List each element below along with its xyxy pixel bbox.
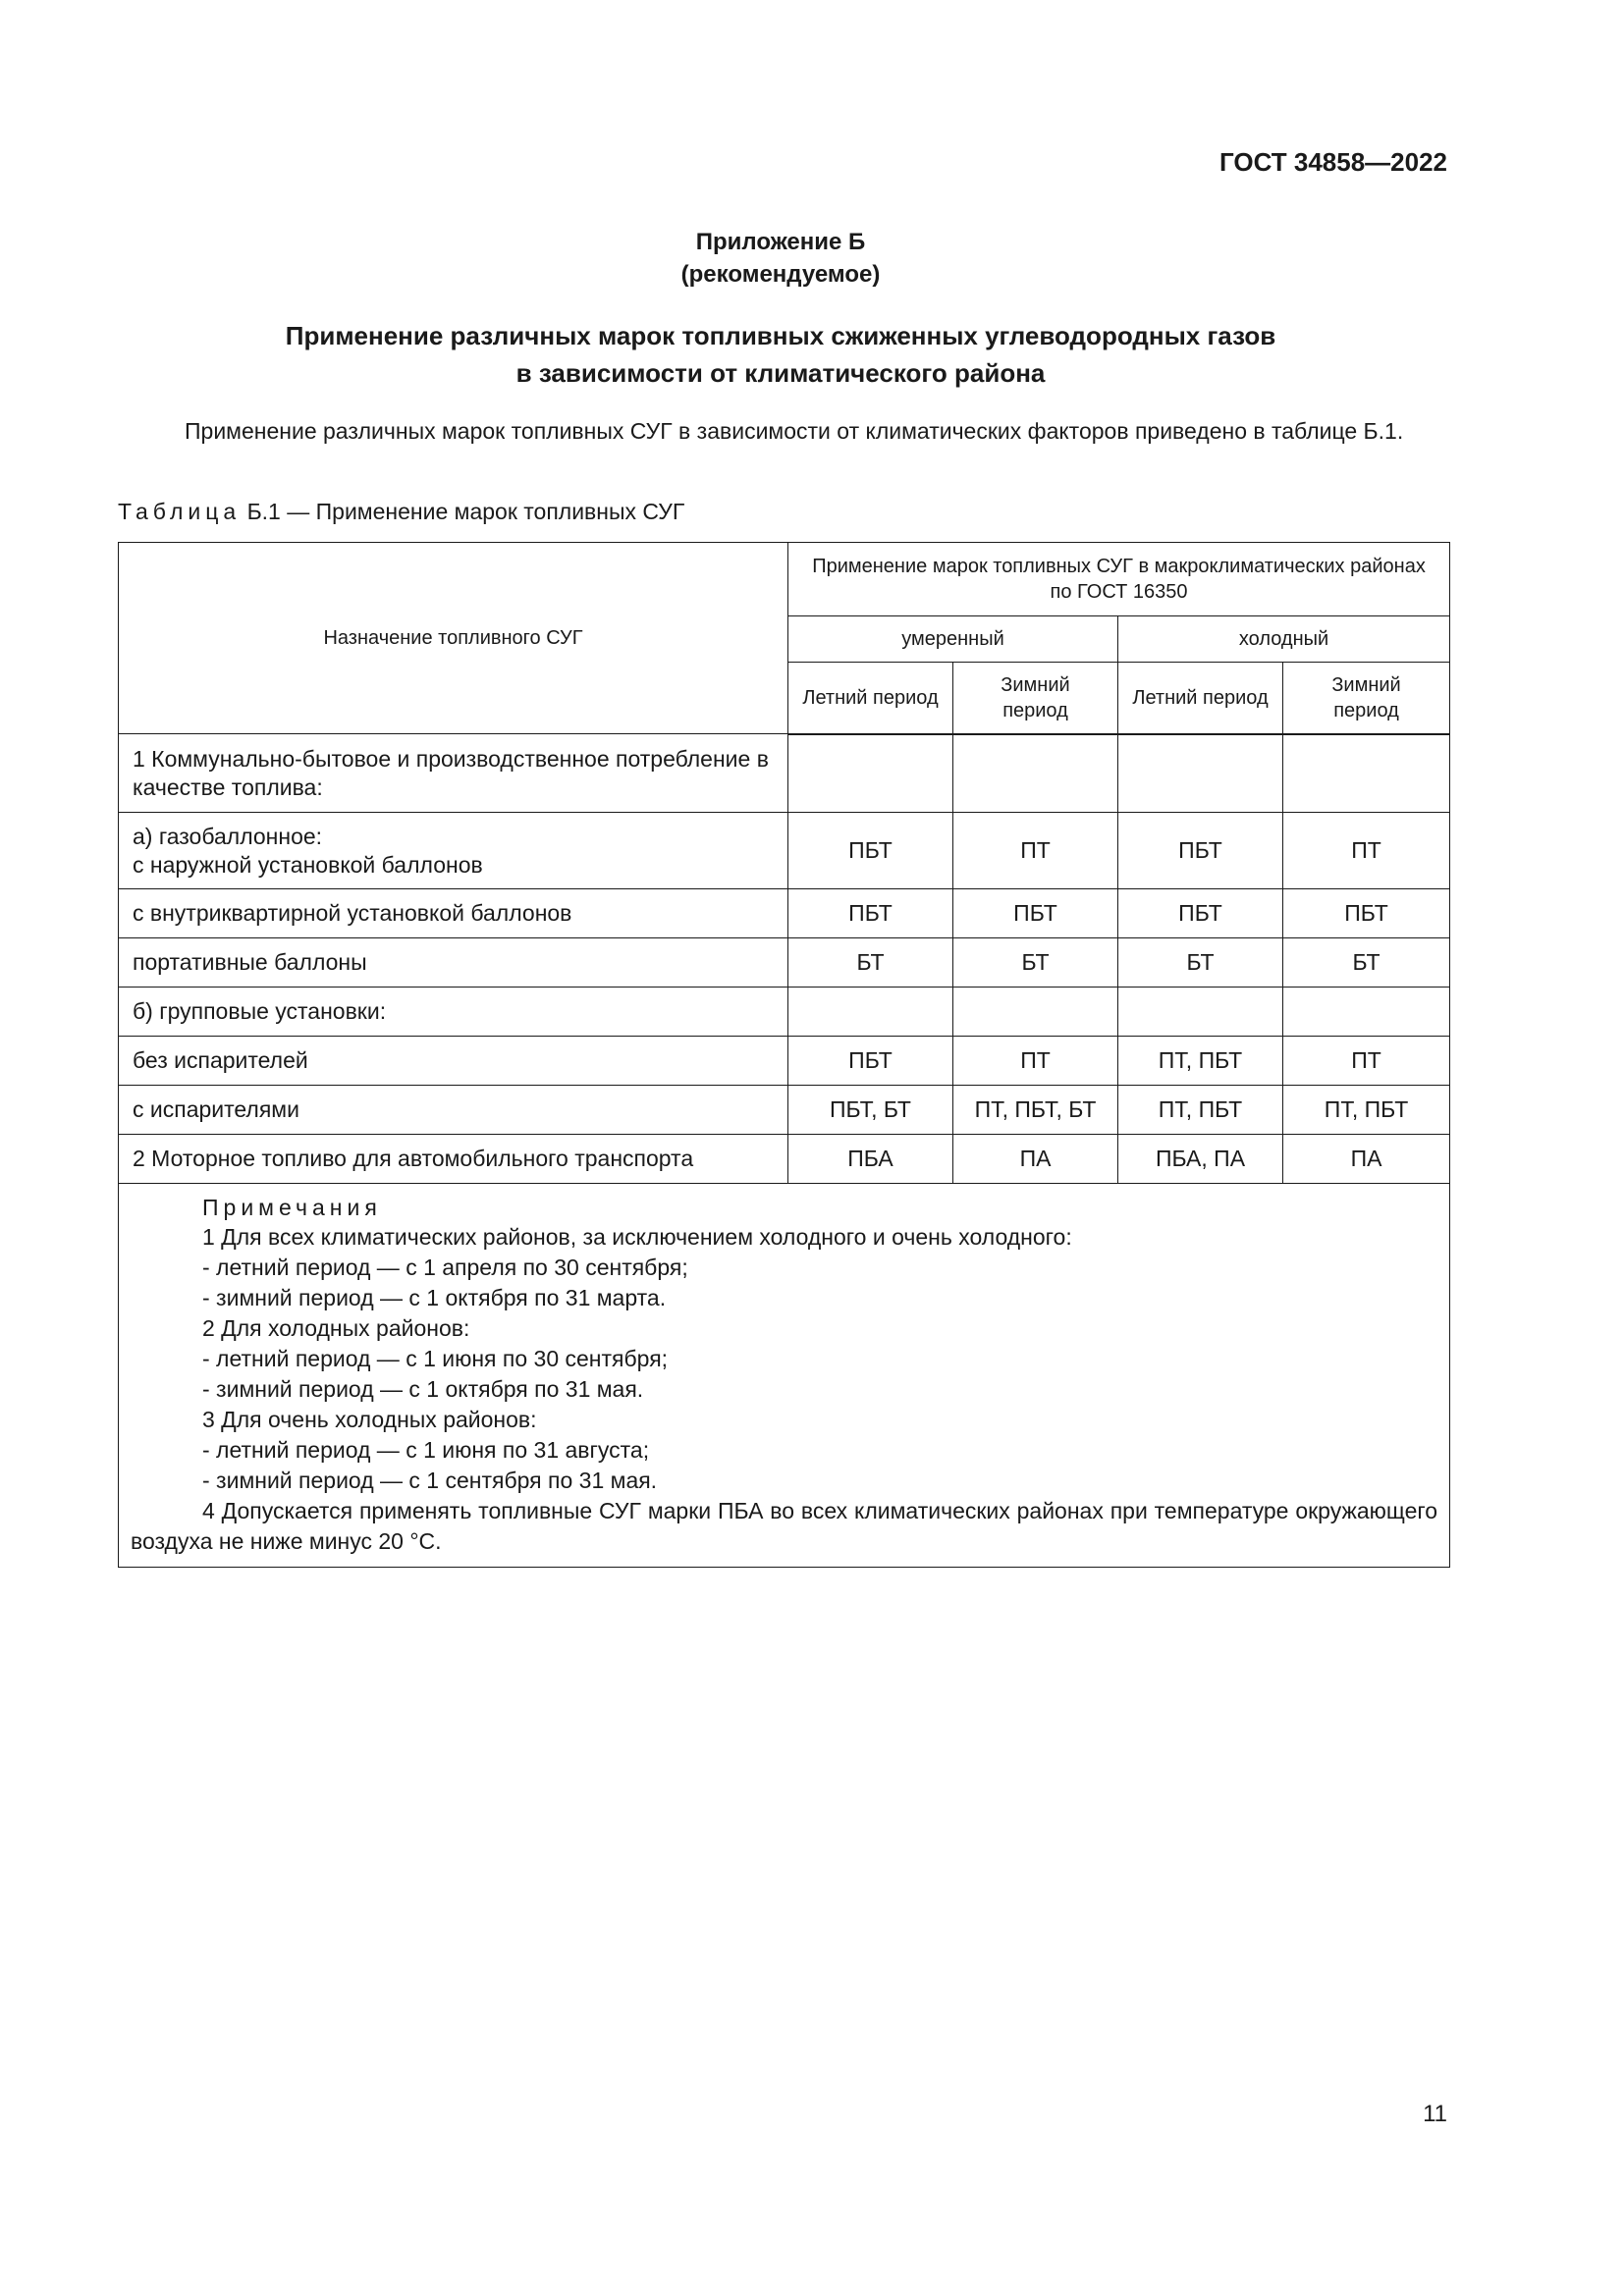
note-line: - зимний период — с 1 октября по 31 мая.	[202, 1376, 644, 1402]
header-zone-cold: холодный	[1118, 616, 1450, 663]
notes-lines	[131, 1222, 1437, 1496]
row-value: БТ	[1118, 938, 1283, 988]
row-value: ПТ, ПБТ	[1118, 1086, 1283, 1135]
intro-paragraph	[118, 414, 1448, 449]
appendix-label: Приложение Б	[695, 229, 866, 255]
row-label: б) групповые установки:	[119, 988, 788, 1037]
row-value	[1283, 734, 1450, 813]
row-value: ПБТ	[1118, 813, 1283, 889]
row-value: ПБТ	[1118, 889, 1283, 938]
row-value: ПТ, ПБТ	[1118, 1037, 1283, 1086]
table-row	[119, 813, 1450, 889]
table-row	[119, 988, 1450, 1037]
intro-text: Применение различных марок топливных СУГ в зависимости от климатических факторов приведено в таблице Б.1.	[185, 418, 1404, 444]
header-moderate-summer: Летний период	[788, 663, 953, 734]
note-line: - летний период — с 1 июня по 30 сентября;	[202, 1346, 669, 1371]
row-value: ПБТ	[788, 889, 953, 938]
row-value: ПТ, ПБТ	[1283, 1086, 1450, 1135]
header-zone-moderate: умеренный	[788, 616, 1118, 663]
table-notes	[119, 1184, 1450, 1568]
row-value: ПБА	[788, 1135, 953, 1184]
row-value: ПБТ	[788, 813, 953, 889]
row-label: а) газобаллонное: с наружной установкой баллонов	[119, 813, 788, 889]
section-title-line-1: Применение различных марок топливных сжиженных углеводородных газов	[285, 321, 1276, 350]
row-label: без испарителей	[119, 1037, 788, 1086]
row-value	[788, 988, 953, 1037]
section-title-line-2: в зависимости от климатического района	[515, 358, 1046, 388]
appendix-type: (рекомендуемое)	[680, 261, 881, 288]
header-cold-winter: Зимний период	[1283, 663, 1450, 734]
row-value: БТ	[788, 938, 953, 988]
table-row	[119, 1135, 1450, 1184]
table-row	[119, 1086, 1450, 1135]
header-cold-summer: Летний период	[1118, 663, 1283, 734]
header-purpose: Назначение топливного СУГ	[119, 543, 788, 734]
row-value: ПТ	[1283, 813, 1450, 889]
appendix-title	[0, 226, 1561, 291]
section-title	[0, 317, 1561, 392]
document-header: ГОСТ 34858—2022	[1219, 147, 1447, 177]
row-value	[953, 988, 1118, 1037]
note-line: 3 Для очень холодных районов:	[202, 1407, 537, 1432]
row-label: с испарителями	[119, 1086, 788, 1135]
row-label: 1 Коммунально-бытовое и производственное потребление в качестве топлива:	[119, 734, 788, 813]
row-value	[1118, 988, 1283, 1037]
fuel-usage-table	[118, 542, 1450, 1568]
row-value: ПА	[953, 1135, 1118, 1184]
note-line: - зимний период — с 1 октября по 31 марта.	[202, 1285, 667, 1310]
row-label: 2 Моторное топливо для автомобильного транспорта	[119, 1135, 788, 1184]
row-value: ПБТ	[953, 889, 1118, 938]
row-value: ПБТ, БТ	[788, 1086, 953, 1135]
row-value	[953, 734, 1118, 813]
row-value	[1283, 988, 1450, 1037]
table-caption	[118, 499, 684, 525]
row-value: ПТ	[1283, 1037, 1450, 1086]
note-line: 2 Для холодных районов:	[202, 1315, 470, 1341]
row-value: ПБТ	[1283, 889, 1450, 938]
table-row	[119, 1037, 1450, 1086]
table-row	[119, 938, 1450, 988]
row-value: ПТ	[953, 1037, 1118, 1086]
row-label: с внутриквартирной установкой баллонов	[119, 889, 788, 938]
row-value	[1118, 734, 1283, 813]
table-row	[119, 734, 1450, 813]
table-body	[119, 734, 1450, 1184]
row-value: ПБА, ПА	[1118, 1135, 1283, 1184]
note-line: - летний период — с 1 апреля по 30 сентября;	[202, 1255, 688, 1280]
table-row	[119, 889, 1450, 938]
header-moderate-winter: Зимний период	[953, 663, 1118, 734]
row-value: БТ	[953, 938, 1118, 988]
row-value: БТ	[1283, 938, 1450, 988]
row-label: портативные баллоны	[119, 938, 788, 988]
row-value: ПБТ	[788, 1037, 953, 1086]
row-value: ПТ, ПБТ, БТ	[953, 1086, 1118, 1135]
note-line: 1 Для всех климатических районов, за исключением холодного и очень холодного:	[202, 1224, 1072, 1250]
note-item-4: 4 Допускается применять топливные СУГ марки ПБА во всех климатических районах при температуре окружающего воздуха не ниже минус 20 °С.	[131, 1498, 1438, 1554]
table-caption-text: Б.1 — Применение марок топливных СУГ	[246, 499, 685, 524]
notes-title: Примечания	[202, 1195, 382, 1220]
header-group: Применение марок топливных СУГ в макроклиматических районах по ГОСТ 16350	[788, 543, 1450, 616]
note-line: - зимний период — с 1 сентября по 31 мая.	[202, 1468, 658, 1493]
page-number: 11	[1423, 2101, 1447, 2127]
table-caption-word: Таблица	[118, 499, 242, 524]
note-line: - летний период — с 1 июня по 31 августа;	[202, 1437, 650, 1463]
row-value	[788, 734, 953, 813]
row-value: ПА	[1283, 1135, 1450, 1184]
row-value: ПТ	[953, 813, 1118, 889]
